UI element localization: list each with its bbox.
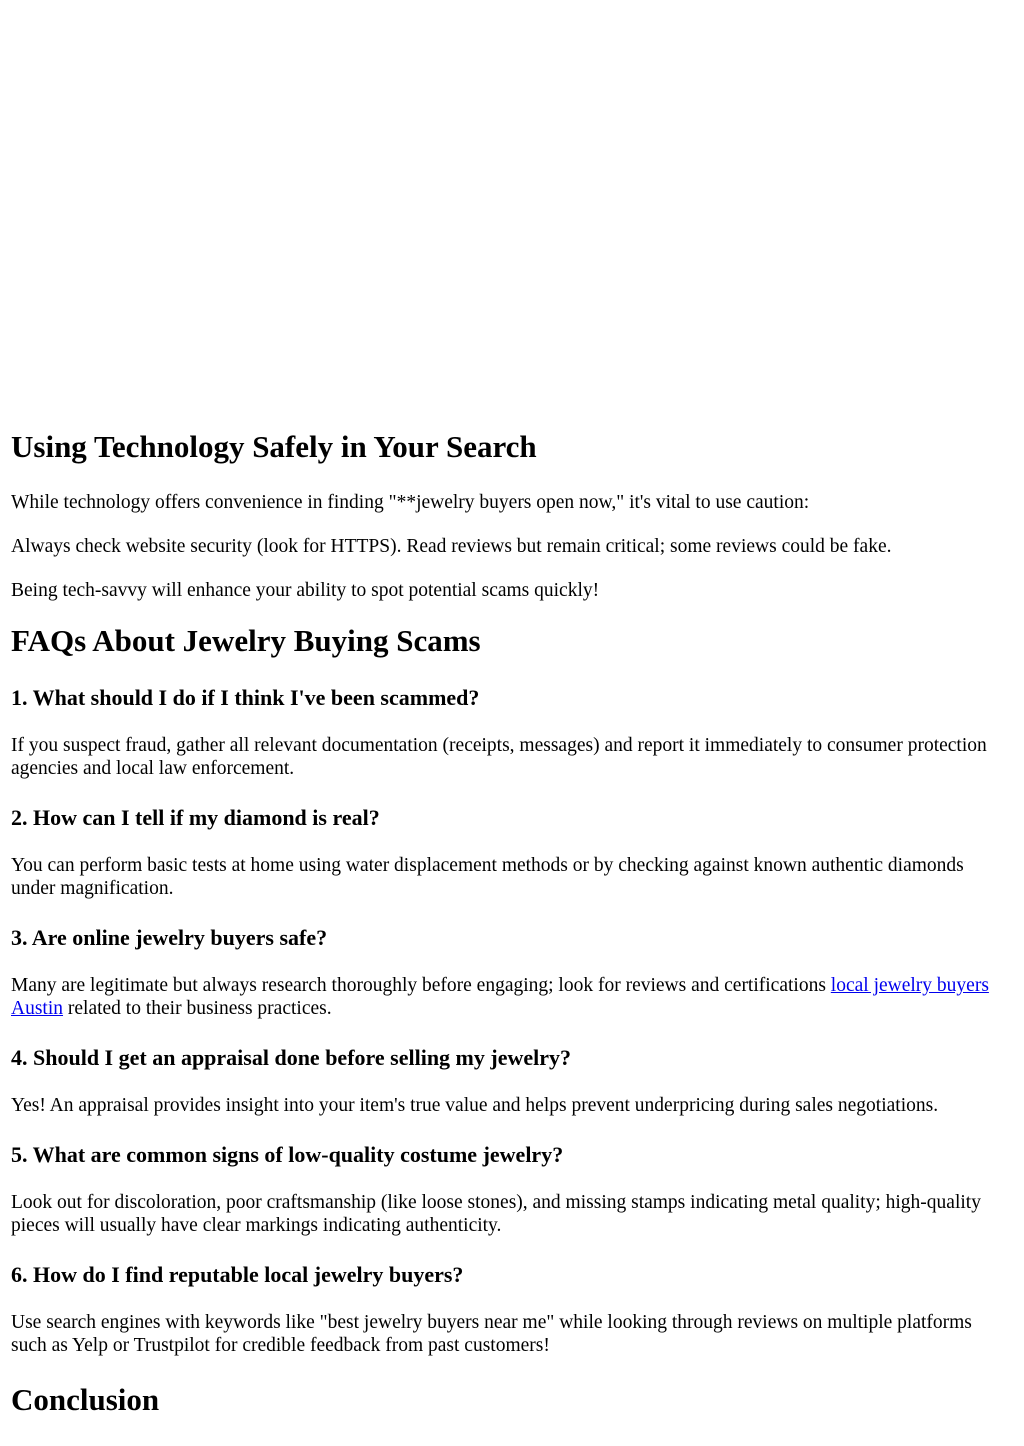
section-heading-technology: Using Technology Safely in Your Search [11,429,537,464]
faq-answer-2: You can perform basic tests at home using water displacement methods or by checking against known authentic diamonds under magnification. [11,855,964,899]
faq-question-1: 1. What should I do if I think I've been scammed? [11,685,480,710]
faq-question-5: 5. What are common signs of low-quality costume jewelry? [11,1142,564,1167]
faq-answer-6: Use search engines with keywords like "best jewelry buyers near me" while looking through reviews on multiple platforms such as Yelp or Trustpilot for credible feedback from past customers! [11,1312,972,1356]
faq-answer-5: Look out for discoloration, poor craftsmanship (like loose stones), and missing stamps indicating metal quality; high-quality pieces will usually have clear markings indicating authenticity. [11,1192,981,1236]
blank-top-area [11,0,1001,428]
local-jewelry-buyers-austin-link[interactable]: local jewelry buyers Austin [11,975,989,1019]
faq-answer-3-text-before: Many are legitimate but always research thoroughly before engaging; look for reviews and certifications [11,975,831,996]
technology-paragraph-1: While technology offers convenience in finding "**jewelry buyers open now," it's vital to use caution: [11,492,810,513]
faq-question-3: 3. Are online jewelry buyers safe? [11,925,328,950]
faq-answer-4: Yes! An appraisal provides insight into your item's true value and helps prevent underpricing during sales negotiations. [11,1095,939,1116]
technology-paragraph-3: Being tech-savvy will enhance your ability to spot potential scams quickly! [11,580,600,601]
faq-answer-3-text-after: related to their business practices. [63,998,332,1019]
faq-answer-1: If you suspect fraud, gather all relevant documentation (receipts, messages) and report it immediately to consumer protection agencies and local law enforcement. [11,735,987,779]
article-page [11,0,1001,1419]
section-heading-faqs: FAQs About Jewelry Buying Scams [11,623,481,658]
faq-question-2: 2. How can I tell if my diamond is real? [11,805,380,830]
faq-question-6: 6. How do I find reputable local jewelry buyers? [11,1262,464,1287]
faq-answer-3 [11,974,1001,1020]
section-heading-conclusion: Conclusion [11,1382,160,1417]
technology-paragraph-2: Always check website security (look for HTTPS). Read reviews but remain critical; some reviews could be fake. [11,536,892,557]
faq-question-4: 4. Should I get an appraisal done before selling my jewelry? [11,1045,572,1070]
